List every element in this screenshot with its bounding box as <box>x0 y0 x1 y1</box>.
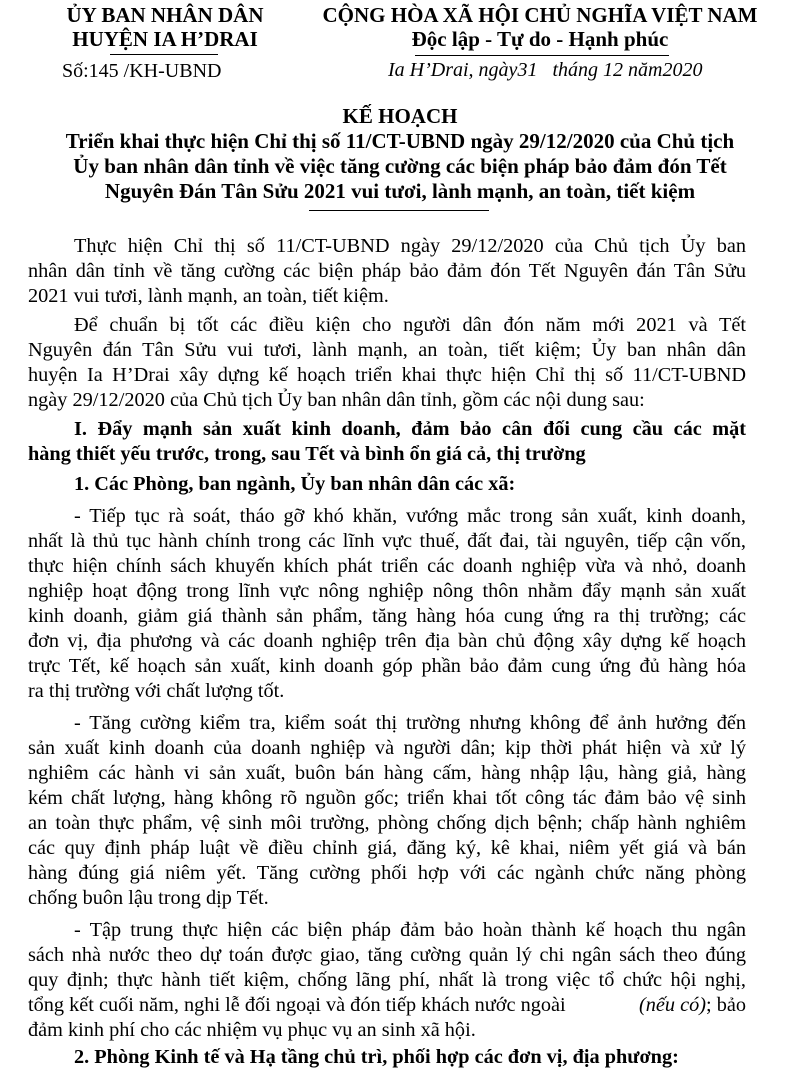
title-subline-2: Ủy ban nhân dân tỉnh về việc tăng cường các biện pháp bảo đảm đón Tết <box>73 154 727 178</box>
bullet-2-line-6: các quy định pháp luật về điều chỉnh giá, đăng ký, kê khai, niêm yết giá và bán <box>28 837 746 859</box>
title-subline-1: Triển khai thực hiện Chỉ thị số 11/CT-UBND ngày 29/12/2020 của Chủ tịch <box>65 129 735 153</box>
date-place: Ia H’Drai, <box>388 59 474 81</box>
subsection-1-heading: 1. Các Phòng, ban ngành, Ủy ban nhân dân các xã: <box>74 473 516 495</box>
bullet-3-line-3: quy định; thực hành tiết kiệm, chống lãng phí, nhất là trong việc tổ chức hội nghị, <box>28 969 746 991</box>
intro-p2-line-4: ngày 29/12/2020 của Chủ tịch Ủy ban nhân dân tỉnh, gồm các nội dung sau: <box>28 389 645 411</box>
title-subline-3: Nguyên Đán Tân Sửu 2021 vui tươi, lành mạnh, an toàn, tiết kiệm <box>104 179 696 203</box>
section-1-heading-line-2: hàng thiết yếu trước, trong, sau Tết và bình ổn giá cả, thị trường <box>28 443 586 465</box>
national-motto: Độc lập - Tự do - Hạnh phúc <box>411 27 669 51</box>
bullet-2-line-8: chống buôn lậu trong dịp Tết. <box>28 887 269 909</box>
document-date <box>388 59 702 82</box>
bullet-2-line-4: kém chất lượng, hàng không rõ nguồn gốc; triển khai tốt công tác đảm bảo vệ sinh <box>28 787 746 809</box>
date-day: 31 <box>517 59 538 81</box>
title-underline <box>309 210 489 211</box>
document-number: Số:145 /KH-UBND <box>62 60 222 82</box>
bullet-1-line-1: - Tiếp tục rà soát, tháo gỡ khó khăn, vướng mắc trong sản xuất, kinh doanh, <box>74 505 746 527</box>
bullet-1-line-4: nghiệp hoạt động trong lĩnh vực nông nghiệp nông thôn nhằm đẩy mạnh sản xuất <box>28 580 746 602</box>
intro-p2-line-1: Để chuẩn bị tốt các điều kiện cho người dân đón năm mới 2021 và Tết <box>74 314 746 336</box>
bullet-2-line-5: an toàn thực phẩm, vệ sinh môi trường, phòng chống dịch bệnh; chấp hành nghiêm <box>28 812 746 834</box>
intro-p1-line-2: nhân dân tỉnh về tăng cường các biện pháp bảo đảm đón Tết Nguyên đán Tân Sửu <box>28 260 746 282</box>
national-title: CỘNG HÒA XÃ HỘI CHỦ NGHĨA VIỆT NAM <box>322 3 758 27</box>
bullet-3-line-4-main: tổng kết cuối năm, nghi lễ đối ngoại và đón tiếp khách nước ngoài <box>28 994 566 1016</box>
intro-p1-line-1: Thực hiện Chỉ thị số 11/CT-UBND ngày 29/12/2020 của Chủ tịch Ủy ban <box>74 235 746 257</box>
bullet-1-line-6: đơn vị, địa phương và các doanh nghiệp trên địa bàn chủ động xây dựng kế hoạch <box>28 630 746 652</box>
bullet-3-if-any: (nếu có) <box>638 994 706 1016</box>
district-name: HUYỆN IA H’DRAI <box>72 27 258 51</box>
date-month: 12 <box>603 59 623 81</box>
bullet-2-line-3: nghiêm các hành vi sản xuất, buôn bán hàng cấm, hàng nhập lậu, hàng giả, hàng <box>28 762 746 784</box>
bullet-1-line-8: ra thị trường với chất lượng tốt. <box>28 680 285 702</box>
intro-p1-line-3: 2021 vui tươi, lành mạnh, an toàn, tiết kiệm. <box>28 285 389 307</box>
date-year: 2020 <box>662 59 703 81</box>
intro-p2-line-2: Nguyên đán Tân Sửu vui tươi, lành mạnh, an toàn, tiết kiệm; Ủy ban nhân dân <box>28 339 746 361</box>
date-month-word: tháng <box>552 59 598 81</box>
bullet-2-line-7: hàng đúng giá niêm yết. Tăng cường phối hợp với các ngành chức năng phòng <box>28 862 746 884</box>
intro-p2-line-3: huyện Ia H’Drai xây dựng kế hoạch triển khai thực hiện Chỉ thị số 11/CT-UBND <box>28 364 746 386</box>
bullet-3-line-2: sách nhà nước theo dự toán được giao, tăng cường quản lý chi ngân sách theo đúng <box>28 944 746 966</box>
date-year-word: năm <box>628 59 663 81</box>
date-day-word: ngày <box>478 59 518 81</box>
section-1-heading-line-1: I. Đẩy mạnh sản xuất kinh doanh, đảm bảo cân đối cung cầu các mặt <box>74 418 746 440</box>
document-title: KẾ HOẠCH <box>342 104 458 128</box>
motto-underline <box>415 55 669 56</box>
bullet-1-line-3: thực hiện chính sách khuyến khích phát triển các doanh nghiệp vừa và nhỏ, doanh <box>28 555 746 577</box>
agency-name: ỦY BAN NHÂN DÂN <box>66 3 264 27</box>
bullet-1-line-7: trực Tết, kế hoạch sản xuất, kinh doanh góp phần bảo đảm cung ứng đủ hàng hóa <box>28 655 746 677</box>
bullet-3-line-1: - Tập trung thực hiện các biện pháp đảm bảo hoàn thành kế hoạch thu ngân <box>74 919 746 941</box>
bullet-1-line-5: kinh doanh, giảm giá thành sản phẩm, tăng hàng hóa cung ứng ra thị trường; các <box>28 605 746 627</box>
subsection-2-heading: 2. Phòng Kinh tế và Hạ tầng chủ trì, phối hợp các đơn vị, địa phương: <box>74 1046 679 1068</box>
bullet-2-line-1: - Tăng cường kiểm tra, kiểm soát thị trường nhưng không để ảnh hưởng đến <box>74 712 746 734</box>
bullet-3-line-4-tail <box>639 994 746 1017</box>
bullet-3-line-4-end: ; bảo <box>706 994 746 1016</box>
agency-underline <box>110 54 218 55</box>
bullet-3-line-5: đảm kinh phí cho các nhiệm vụ phục vụ an sinh xã hội. <box>28 1019 476 1041</box>
bullet-3-line-4 <box>28 994 746 1017</box>
bullet-1-line-2: nhất là thủ tục hành chính trong các lĩnh vực thuế, đất đai, tài nguyên, tiếp cận vốn, <box>28 530 746 552</box>
bullet-2-line-2: sản xuất kinh doanh của doanh nghiệp và người dân; kịp thời phát hiện và xử lý <box>28 737 746 759</box>
